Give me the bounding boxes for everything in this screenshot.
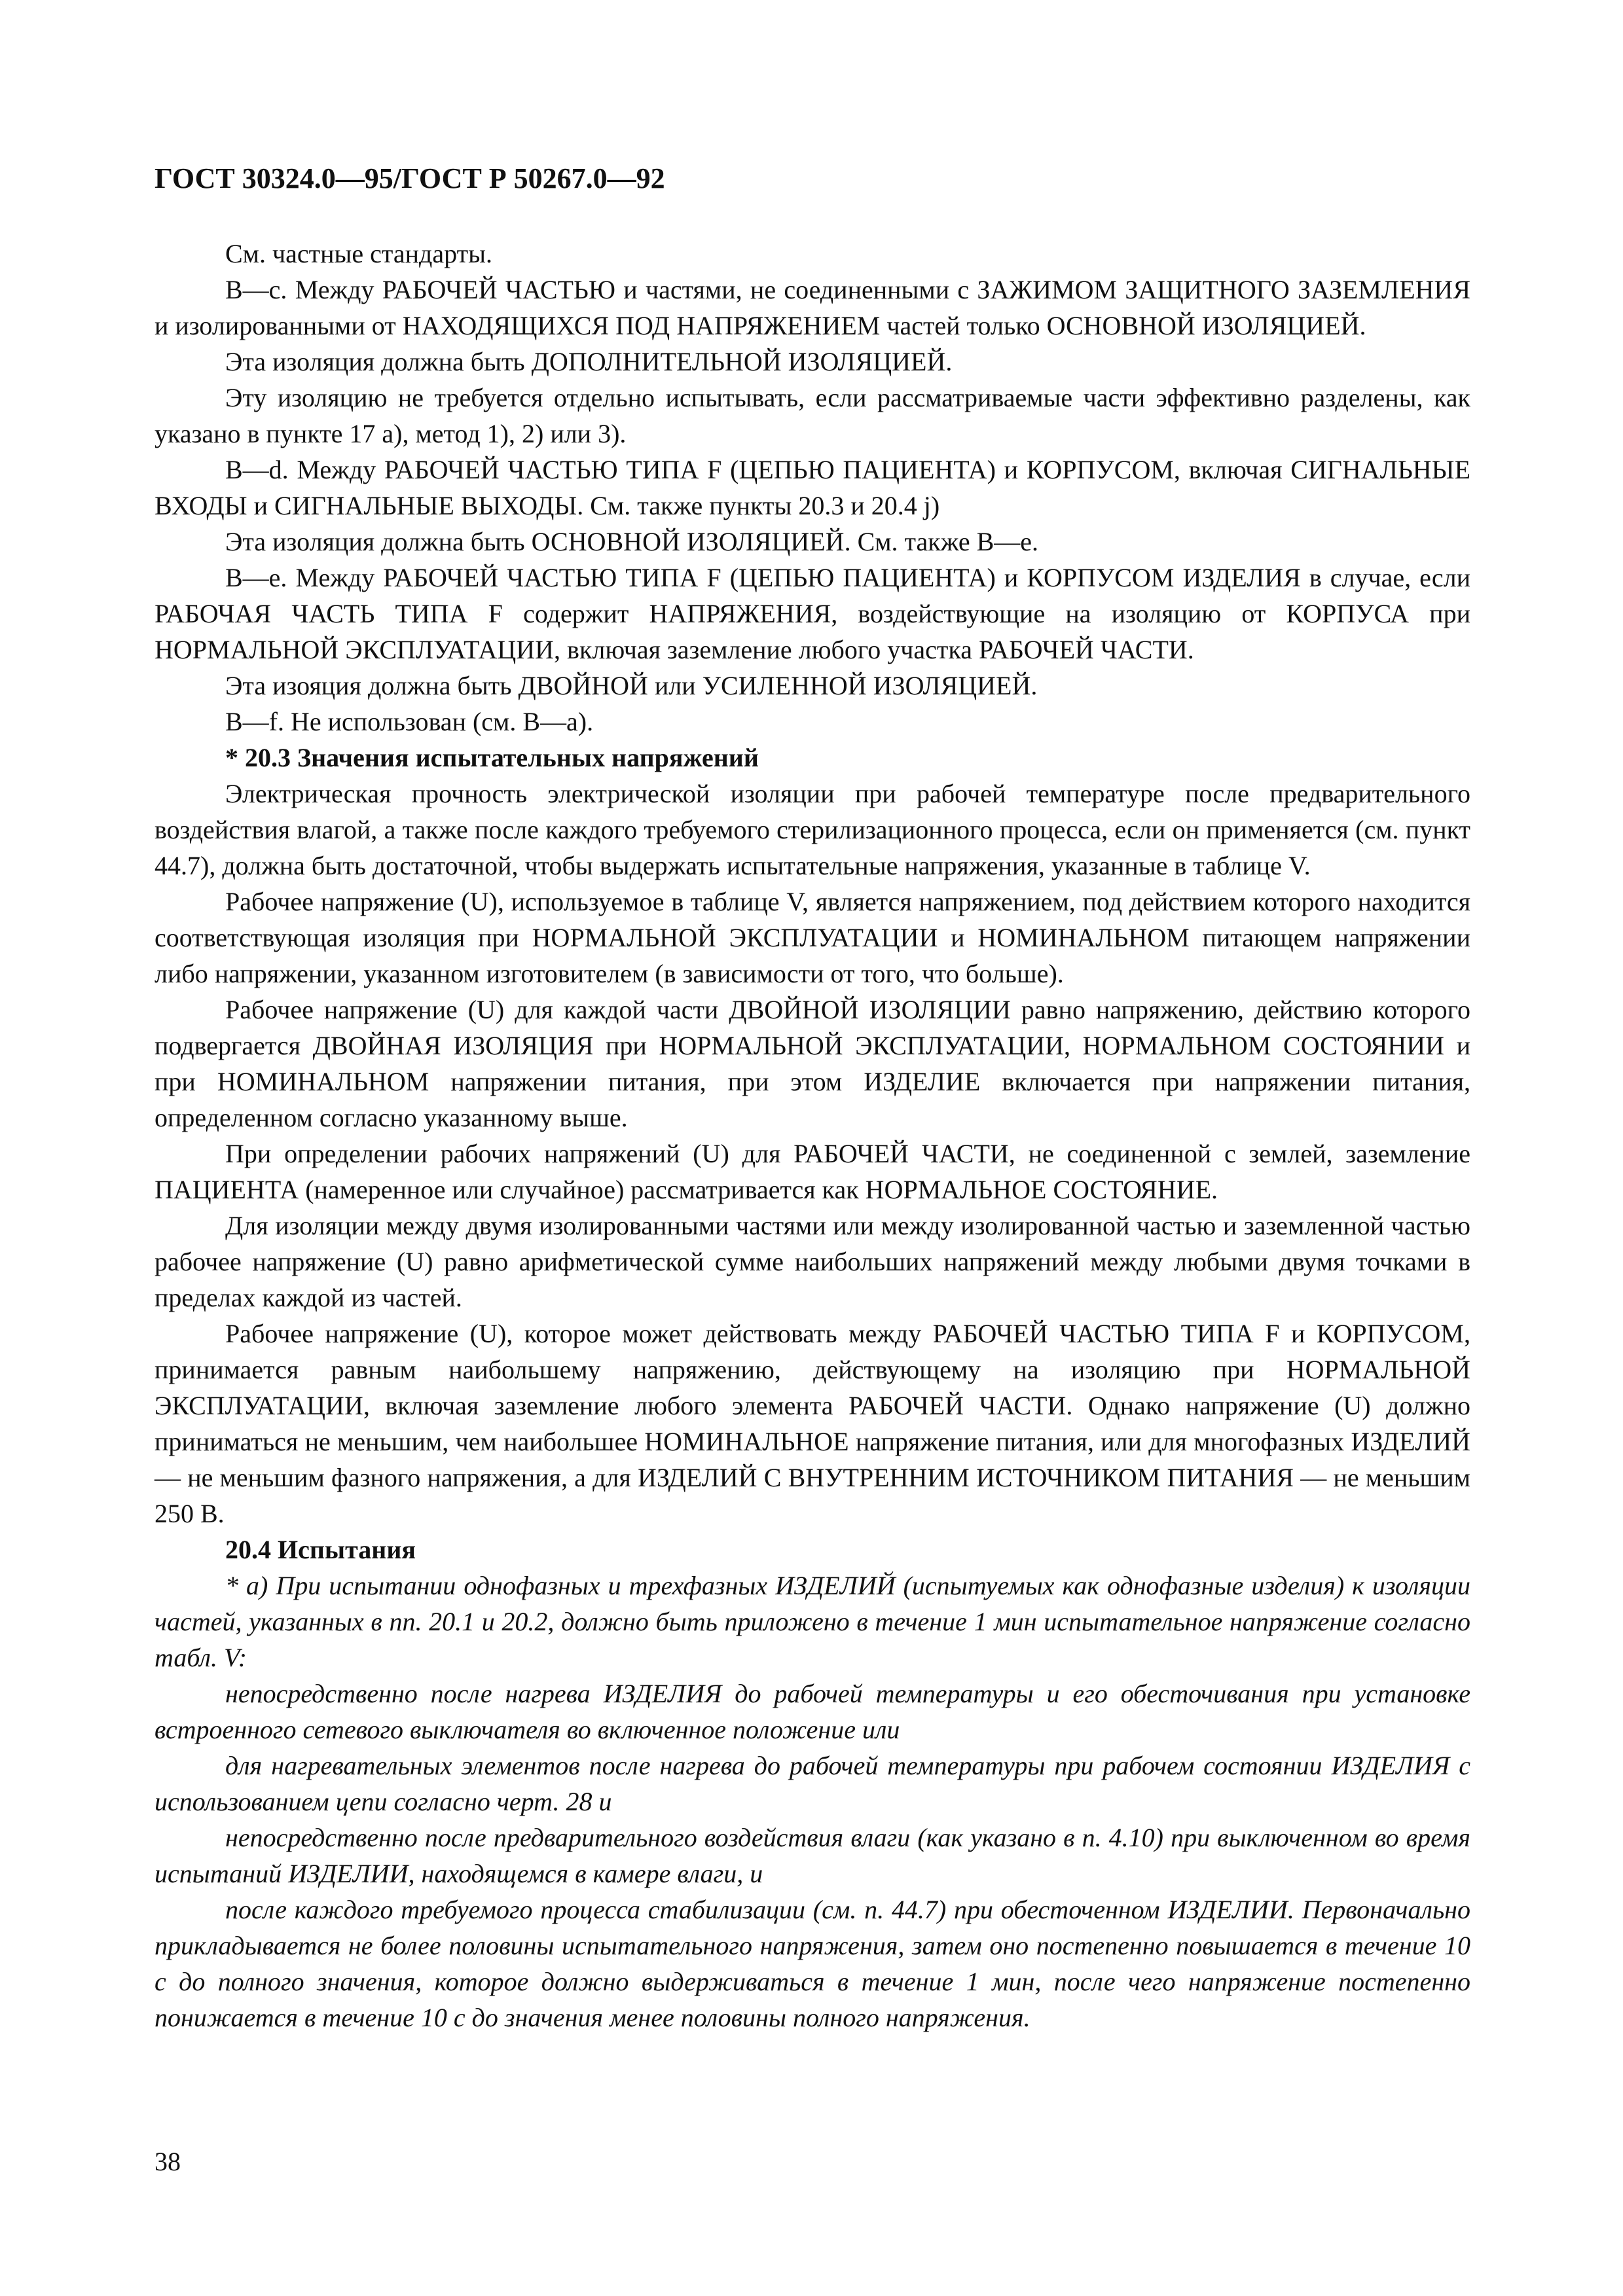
section-heading: * 20.3 Значения испытательных напряжений xyxy=(225,743,759,772)
italic-paragraph: для нагревательных элементов после нагрева до рабочей температуры при рабочем состоянии ИЗДЕЛИЯ с использованием цепи согласно черт. 28 и xyxy=(155,1751,1470,1816)
paragraph: В—с. Между РАБОЧЕЙ ЧАСТЬЮ и частями, не соединенными с ЗАЖИМОМ ЗАЩИТНОГО ЗАЗЕМЛЕНИЯ и изолированными от НАХОДЯЩИХСЯ ПОД НАПРЯЖЕНИЕМ частей только ОСНОВНОЙ ИЗОЛЯЦИЕЙ. xyxy=(155,275,1470,340)
paragraph: В—е. Между РАБОЧЕЙ ЧАСТЬЮ ТИПА F (ЦЕПЬЮ ПАЦИЕНТА) и КОРПУСОМ ИЗДЕЛИЯ в случае, если РАБОЧАЯ ЧАСТЬ ТИПА F содержит НАПРЯЖЕНИЯ, воздействующие на изоляцию от КОРПУСА при НОРМАЛЬНОЙ ЭКСПЛУАТАЦИИ, включая заземление любого участка РАБОЧЕЙ ЧАСТИ. xyxy=(155,563,1470,664)
italic-paragraph: непосредственно после нагрева ИЗДЕЛИЯ до рабочей температуры и его обесточивания при установке встроенного сетевого выключателя во включенное положение или xyxy=(155,1679,1470,1744)
paragraph: Эта изояция должна быть ДВОЙНОЙ или УСИЛЕННОЙ ИЗОЛЯЦИЕЙ. xyxy=(225,671,1038,700)
paragraph: Рабочее напряжение (U) для каждой части ДВОЙНОЙ ИЗОЛЯЦИИ равно напряжению, действию которого подвергается ДВОЙНАЯ ИЗОЛЯЦИЯ при НОРМАЛЬНОЙ ЭКСПЛУАТАЦИИ, НОРМАЛЬНОМ СОСТОЯНИИ и при НОМИНАЛЬНОМ напряжении питания, при этом ИЗДЕЛИЕ включается при напряжении питания, определенном согласно указанному выше. xyxy=(155,995,1470,1132)
italic-paragraph: непосредственно после предварительного воздействия влаги (как указано в п. 4.10) при выключенном во время испытаний ИЗДЕЛИИ, находящемся в камере влаги, и xyxy=(155,1823,1470,1888)
paragraph: В—d. Между РАБОЧЕЙ ЧАСТЬЮ ТИПА F (ЦЕПЬЮ ПАЦИЕНТА) и КОРПУСОМ, включая СИГНАЛЬНЫЕ ВХОДЫ и СИГНАЛЬНЫЕ ВЫХОДЫ. См. также пункты 20.3 и 20.4 j) xyxy=(155,455,1470,520)
paragraph: Эта изоляция должна быть ДОПОЛНИТЕЛЬНОЙ ИЗОЛЯЦИЕЙ. xyxy=(225,347,953,376)
document-header: ГОСТ 30324.0—95/ГОСТ Р 50267.0—92 xyxy=(155,162,665,194)
paragraph: Рабочее напряжение (U), используемое в таблице V, является напряжением, под действием которого находится соответствующая изоляция при НОРМАЛЬНОЙ ЭКСПЛУАТАЦИИ и НОМИНАЛЬНОМ питающем напряжении либо напряжении, указанном изготовителем (в зависимости от того, что больше). xyxy=(155,887,1470,988)
paragraph: Рабочее напряжение (U), которое может действовать между РАБОЧЕЙ ЧАСТЬЮ ТИПА F и КОРПУСОМ, принимается равным наибольшему напряжению, действующему на изоляцию при НОРМАЛЬНОЙ ЭКСПЛУАТАЦИИ, включая заземление любого элемента РАБОЧЕЙ ЧАСТИ. Однако напряжение (U) должно приниматься не меньшим, чем наибольшее НОМИНАЛЬНОЕ напряжение питания, или для многофазных ИЗДЕЛИЙ — не меньшим фазного напряжения, а для ИЗДЕЛИЙ С ВНУТРЕННИМ ИСТОЧНИКОМ ПИТАНИЯ — не меньшим 250 В. xyxy=(155,1319,1470,1528)
paragraph: Для изоляции между двумя изолированными частями или между изолированной частью и заземленной частью рабочее напряжение (U) равно арифметической сумме наибольших напряжений между любыми двумя точками в пределах каждой из частей. xyxy=(155,1211,1470,1312)
section-heading: 20.4 Испытания xyxy=(225,1535,416,1564)
paragraph: В—f. Не использован (см. В—а). xyxy=(225,707,594,736)
paragraph: Эта изоляция должна быть ОСНОВНОЙ ИЗОЛЯЦИЕЙ. См. также В—е. xyxy=(225,527,1039,556)
paragraph: При определении рабочих напряжений (U) для РАБОЧЕЙ ЧАСТИ, не соединенной с землей, заземление ПАЦИЕНТА (намеренное или случайное) рассматривается как НОРМАЛЬНОЕ СОСТОЯНИЕ. xyxy=(155,1139,1470,1204)
document-body xyxy=(155,236,1470,2036)
italic-paragraph: после каждого требуемого процесса стабилизации (см. п. 44.7) при обесточенном ИЗДЕЛИИ. Первоначально прикладывается не более половины испытательного напряжения, затем оно постепенно повышается в течение 10 с до полного значения, которое должно выдерживаться в течение 1 мин, после чего напряжение постепенно понижается в течение 10 с до значения менее половины полного напряжения. xyxy=(155,1895,1470,2032)
paragraph: См. частные стандарты. xyxy=(225,239,492,268)
paragraph: Эту изоляцию не требуется отдельно испытывать, если рассматриваемые части эффективно разделены, как указано в пункте 17 а), метод 1), 2) или 3). xyxy=(155,383,1470,448)
page-number: 38 xyxy=(155,2147,181,2176)
italic-paragraph: * а) При испытании однофазных и трехфазных ИЗДЕЛИЙ (испытуемых как однофазные изделия) к изоляции частей, указанных в пп. 20.1 и 20.2, должно быть приложено в течение 1 мин испытательное напряжение согласно табл. V: xyxy=(155,1571,1470,1672)
paragraph: Электрическая прочность электрической изоляции при рабочей температуре после предварительного воздействия влагой, а также после каждого требуемого стерилизационного процесса, если он применяется (см. пункт 44.7), должна быть достаточной, чтобы выдержать испытательные напряжения, указанные в таблице V. xyxy=(155,779,1470,880)
